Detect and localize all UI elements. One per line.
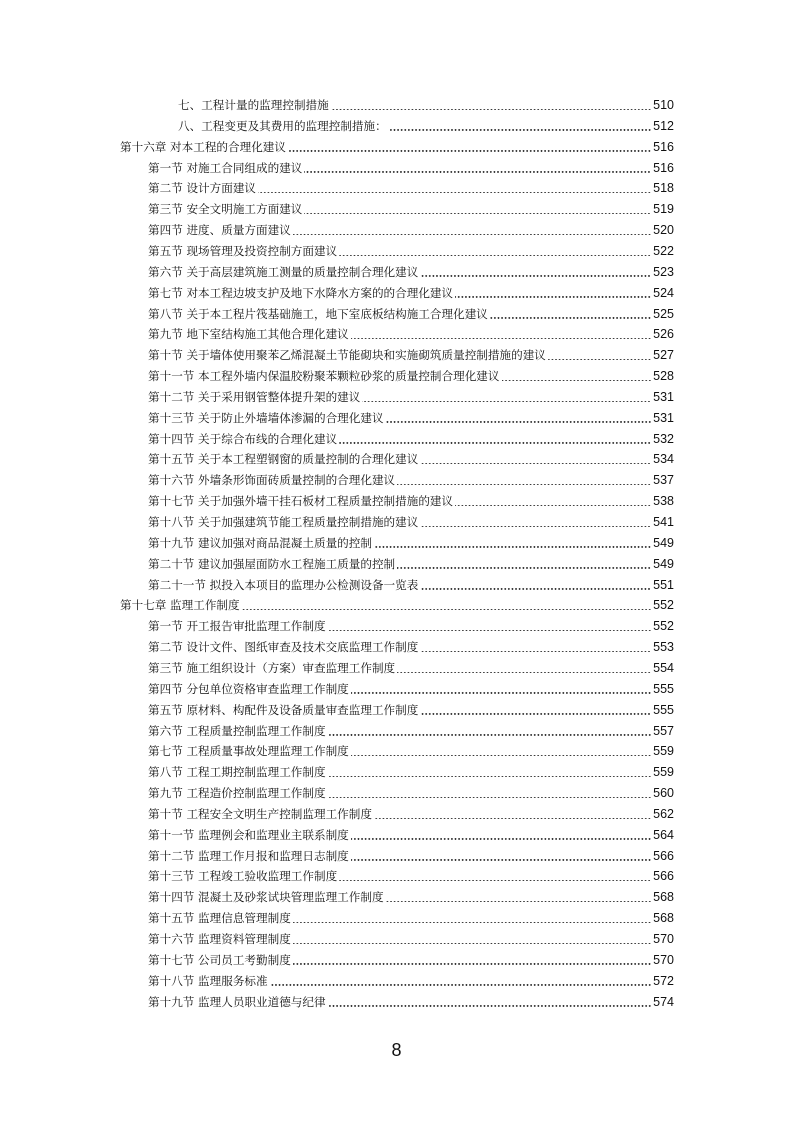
toc-entry-title: 第二十一节 拟投入本项目的监理办公检测设备一览表 [148, 577, 419, 592]
toc-entry-page: 570 [653, 932, 674, 946]
toc-entry-page: 562 [653, 806, 674, 821]
dot-leader [293, 930, 651, 948]
toc-entry[interactable] [148, 763, 674, 781]
dot-leader [397, 659, 651, 677]
toc-entry-page: 526 [653, 327, 674, 342]
dot-leader [351, 847, 651, 865]
toc-entry-title: 第四节 进度、质量方面建议 [148, 223, 291, 238]
toc-entry-page: 537 [653, 473, 674, 488]
toc-entry-page: 527 [653, 348, 674, 363]
toc-entry[interactable] [148, 638, 674, 656]
toc-entry[interactable] [148, 867, 674, 885]
dot-leader [270, 972, 652, 990]
toc-entry-page: 555 [653, 681, 674, 696]
toc-entry-page: 552 [653, 619, 674, 634]
dot-leader [490, 305, 651, 323]
toc-entry-page: 549 [653, 535, 674, 550]
toc-entry[interactable] [148, 492, 674, 510]
toc-entry[interactable] [178, 96, 674, 114]
toc-entry-page: 534 [653, 452, 674, 467]
toc-entry-title: 第八节 工程工期控制监理工作制度 [148, 765, 326, 780]
toc-entry-title: 第三节 安全文明施工方面建议 [148, 202, 303, 217]
toc-entry[interactable] [148, 242, 674, 260]
toc-entry-page: 516 [653, 160, 674, 175]
toc-entry-title: 第十五节 关于本工程塑钢窗的质量控制的合理化建议 [148, 452, 419, 467]
toc-entry[interactable] [148, 263, 674, 281]
toc-entry-page: 554 [653, 660, 674, 675]
toc-entry-title: 第四节 分包单位资格审查监理工作制度 [148, 681, 349, 696]
dot-leader [304, 159, 651, 177]
toc-entry-title: 第二节 设计方面建议 [148, 181, 257, 196]
toc-entry-title: 七、工程计量的监理控制措施 [178, 98, 329, 112]
toc-entry-title: 第一节 开工报告审批监理工作制度 [148, 619, 326, 634]
dot-leader [386, 409, 652, 427]
dot-leader [420, 450, 651, 468]
toc-entry[interactable] [148, 951, 674, 969]
toc-entry-page: 516 [653, 139, 674, 154]
toc-entry-page: 566 [653, 869, 674, 884]
dot-leader [374, 805, 651, 823]
toc-entry-title: 第九节 工程造价控制监理工作制度 [148, 786, 326, 801]
toc-entry[interactable] [148, 471, 674, 489]
toc-entry-page: 570 [653, 952, 674, 967]
toc-entry-title: 第五节 现场管理及投资控制方面建议 [148, 243, 338, 258]
toc-entry-page: 541 [653, 515, 674, 529]
toc-entry[interactable] [148, 742, 674, 760]
toc-entry-page: 512 [653, 118, 674, 133]
toc-entry[interactable] [148, 200, 674, 218]
toc-entry-page: 559 [653, 765, 674, 780]
toc-entry-title: 第九节 地下室结构施工其他合理化建议 [148, 327, 349, 342]
toc-entry-title: 第十六节 监理资料管理制度 [148, 932, 291, 946]
dot-leader [339, 430, 651, 448]
toc-entry-page: 568 [653, 890, 674, 905]
toc-entry-title: 第十九节 监理人员职业道德与纪律 [148, 994, 326, 1009]
dot-leader [351, 742, 651, 760]
toc-entry[interactable] [148, 805, 674, 823]
toc-entry-title: 第十五节 监理信息管理制度 [148, 911, 291, 926]
dot-leader [455, 284, 651, 302]
toc-entry-page: 528 [653, 369, 674, 384]
toc-entry[interactable] [148, 993, 674, 1011]
toc-entry-title: 第十八节 关于加强建筑节能工程质量控制措施的建议 [148, 515, 419, 529]
toc-entry-page: 531 [653, 389, 674, 404]
toc-entry-page: 531 [653, 410, 674, 425]
toc-entry-title: 第十三节 工程竣工验收监理工作制度 [148, 869, 338, 884]
toc-entry-page: 523 [653, 264, 674, 279]
page-number: 8 [391, 1040, 402, 1060]
toc-entry-page: 574 [653, 994, 674, 1009]
toc-entry[interactable] [148, 221, 674, 239]
toc-entry-title: 第六节 工程质量控制监理工作制度 [148, 723, 326, 738]
toc-entry-page: 560 [653, 786, 674, 801]
dot-leader [397, 555, 651, 573]
toc-entry-page: 519 [653, 202, 674, 217]
toc-entry-page: 549 [653, 556, 674, 571]
toc-entry[interactable] [148, 659, 674, 677]
toc-entry[interactable] [148, 179, 674, 197]
toc-entry[interactable] [148, 930, 674, 948]
dot-leader [293, 909, 651, 927]
dot-leader [397, 471, 651, 489]
toc-entry[interactable] [148, 909, 674, 927]
toc-entry[interactable] [148, 576, 674, 594]
toc-entry[interactable] [148, 346, 674, 364]
toc-entry-title: 第十一节 监理例会和监理业主联系制度 [148, 827, 349, 842]
toc-entry[interactable] [148, 367, 674, 385]
toc-entry-title: 第二十节 建议加强屋面防水工程施工质量的控制 [148, 556, 396, 571]
toc-entry-title: 第十七节 关于加强外墙干挂石板材工程质量控制措施的建议 [148, 494, 454, 509]
toc-entry[interactable] [148, 325, 674, 343]
toc-entry-title: 第八节 关于本工程片筏基础施工，地下室底板结构施工合理化建议 [148, 306, 488, 321]
toc-entry-page: 522 [653, 243, 674, 258]
toc-entry[interactable] [148, 388, 674, 406]
toc-chapter-entry[interactable] [120, 138, 674, 156]
toc-entry-title: 第七节 工程质量事故处理监理工作制度 [148, 744, 349, 759]
dot-leader [351, 826, 651, 844]
toc-entry[interactable] [148, 701, 674, 719]
dot-leader [328, 784, 652, 802]
toc-entry[interactable] [148, 826, 674, 844]
toc-entry-page: 552 [653, 598, 674, 613]
dot-leader [331, 96, 651, 114]
toc-entry-title: 第十三节 关于防止外墙墙体渗漏的合理化建议 [148, 410, 384, 425]
toc-entry[interactable] [148, 450, 674, 468]
toc-entry-page: 564 [653, 827, 674, 842]
toc-entry-page: 520 [653, 223, 674, 238]
toc-entry-page: 568 [653, 911, 674, 926]
toc-entry[interactable] [148, 888, 674, 906]
toc-entry-title: 第十六节 外墙条形饰面砖质量控制的合理化建议 [148, 473, 396, 488]
dot-leader [288, 138, 651, 156]
toc-entry-page: 532 [653, 431, 674, 446]
dot-leader [420, 576, 651, 594]
toc-entry[interactable] [148, 555, 674, 573]
toc-entry-title: 第十八节 监理服务标准 [148, 973, 268, 988]
toc-entry-title: 第七节 对本工程边坡支护及地下水降水方案的的合理化建议 [148, 285, 454, 300]
dot-leader [386, 888, 652, 906]
toc-entry-title: 第十六章 对本工程的合理化建议 [120, 139, 286, 154]
toc-entry-title: 第十节 工程安全文明生产控制监理工作制度 [148, 806, 372, 821]
dot-leader [351, 325, 651, 343]
toc-entry-page: 559 [653, 744, 674, 759]
dot-leader [293, 951, 651, 969]
toc-entry[interactable] [148, 680, 674, 698]
toc-entry-title: 第六节 关于高层建筑施工测量的质量控制合理化建议 [148, 264, 419, 279]
dot-leader [420, 638, 651, 656]
dot-leader [304, 200, 651, 218]
dot-leader [362, 388, 651, 406]
toc-entry-title: 第二节 设计文件、图纸审查及技术交底监理工作制度 [148, 640, 419, 655]
dot-leader [548, 346, 651, 364]
toc-entry-page: 572 [653, 973, 674, 988]
toc-entry-title: 第三节 施工组织设计（方案）审查监理工作制度 [148, 660, 396, 675]
dot-leader [420, 263, 651, 281]
toc-entry-title: 第十二节 监理工作月报和监理日志制度 [148, 848, 349, 863]
dot-leader [293, 221, 651, 239]
dot-leader [242, 596, 652, 614]
toc-entry-title: 第十九节 建议加强对商品混凝土质量的控制 [148, 535, 372, 550]
toc-chapter-entry[interactable] [120, 596, 674, 614]
toc-entry-page: 566 [653, 848, 674, 863]
toc-entry-page: 557 [653, 723, 674, 738]
toc-entry-title: 第十二节 关于采用钢管整体提升架的建议 [148, 389, 361, 404]
toc-entry-page: 524 [653, 285, 674, 300]
toc-entry-page: 518 [653, 181, 674, 196]
dot-leader [328, 617, 652, 635]
toc-entry[interactable] [148, 305, 674, 323]
toc-entry-title: 第十节 关于墙体使用聚苯乙烯混凝土节能砌块和实施砌筑质量控制措施的建议 [148, 348, 546, 363]
toc-entry[interactable] [148, 159, 674, 177]
toc-entry-title: 八、工程变更及其费用的监理控制措施： [178, 118, 387, 133]
toc-entry-page: 510 [653, 98, 674, 112]
toc-entry-title: 第十四节 关于综合布线的合理化建议 [148, 431, 338, 446]
toc-entry-title: 第五节 原材料、构配件及设备质量审查监理工作制度 [148, 702, 419, 717]
dot-leader [374, 534, 651, 552]
toc-entry[interactable] [148, 847, 674, 865]
dot-leader [328, 722, 652, 740]
dot-leader [420, 701, 651, 719]
toc-entry-page: 553 [653, 640, 674, 655]
toc-entry-page: 538 [653, 494, 674, 509]
toc-entry[interactable] [148, 409, 674, 427]
dot-leader [420, 513, 651, 531]
toc-entry[interactable] [148, 513, 674, 531]
toc-entry-title: 第十七节 公司员工考勤制度 [148, 952, 291, 967]
dot-leader [339, 867, 651, 885]
toc-entry-title: 第一节 对施工合同组成的建议 [148, 160, 303, 175]
toc-entry[interactable] [148, 972, 674, 990]
toc-entry[interactable] [148, 430, 674, 448]
toc-entry-page: 525 [653, 306, 674, 321]
toc-entry[interactable] [148, 784, 674, 802]
dot-leader [455, 492, 651, 510]
dot-leader [389, 117, 651, 135]
dot-leader [502, 367, 652, 385]
toc-entry-page: 555 [653, 702, 674, 717]
toc-entry-title: 第十七章 监理工作制度 [120, 598, 240, 613]
toc-entry[interactable] [178, 117, 674, 135]
dot-leader [339, 242, 651, 260]
toc-entry[interactable] [148, 722, 674, 740]
toc-entry-title: 第十一节 本工程外墙内保温胶粉聚苯颗粒砂浆的质量控制合理化建议 [148, 369, 500, 384]
dot-leader [258, 179, 651, 197]
toc-entry-page: 551 [653, 577, 674, 592]
toc-entry-title: 第十四节 混凝土及砂浆试块管理监理工作制度 [148, 890, 384, 905]
dot-leader [328, 993, 652, 1011]
toc-entry[interactable] [148, 284, 674, 302]
dot-leader [351, 680, 651, 698]
toc-entry[interactable] [148, 534, 674, 552]
dot-leader [328, 763, 652, 781]
toc-entry[interactable] [148, 617, 674, 635]
